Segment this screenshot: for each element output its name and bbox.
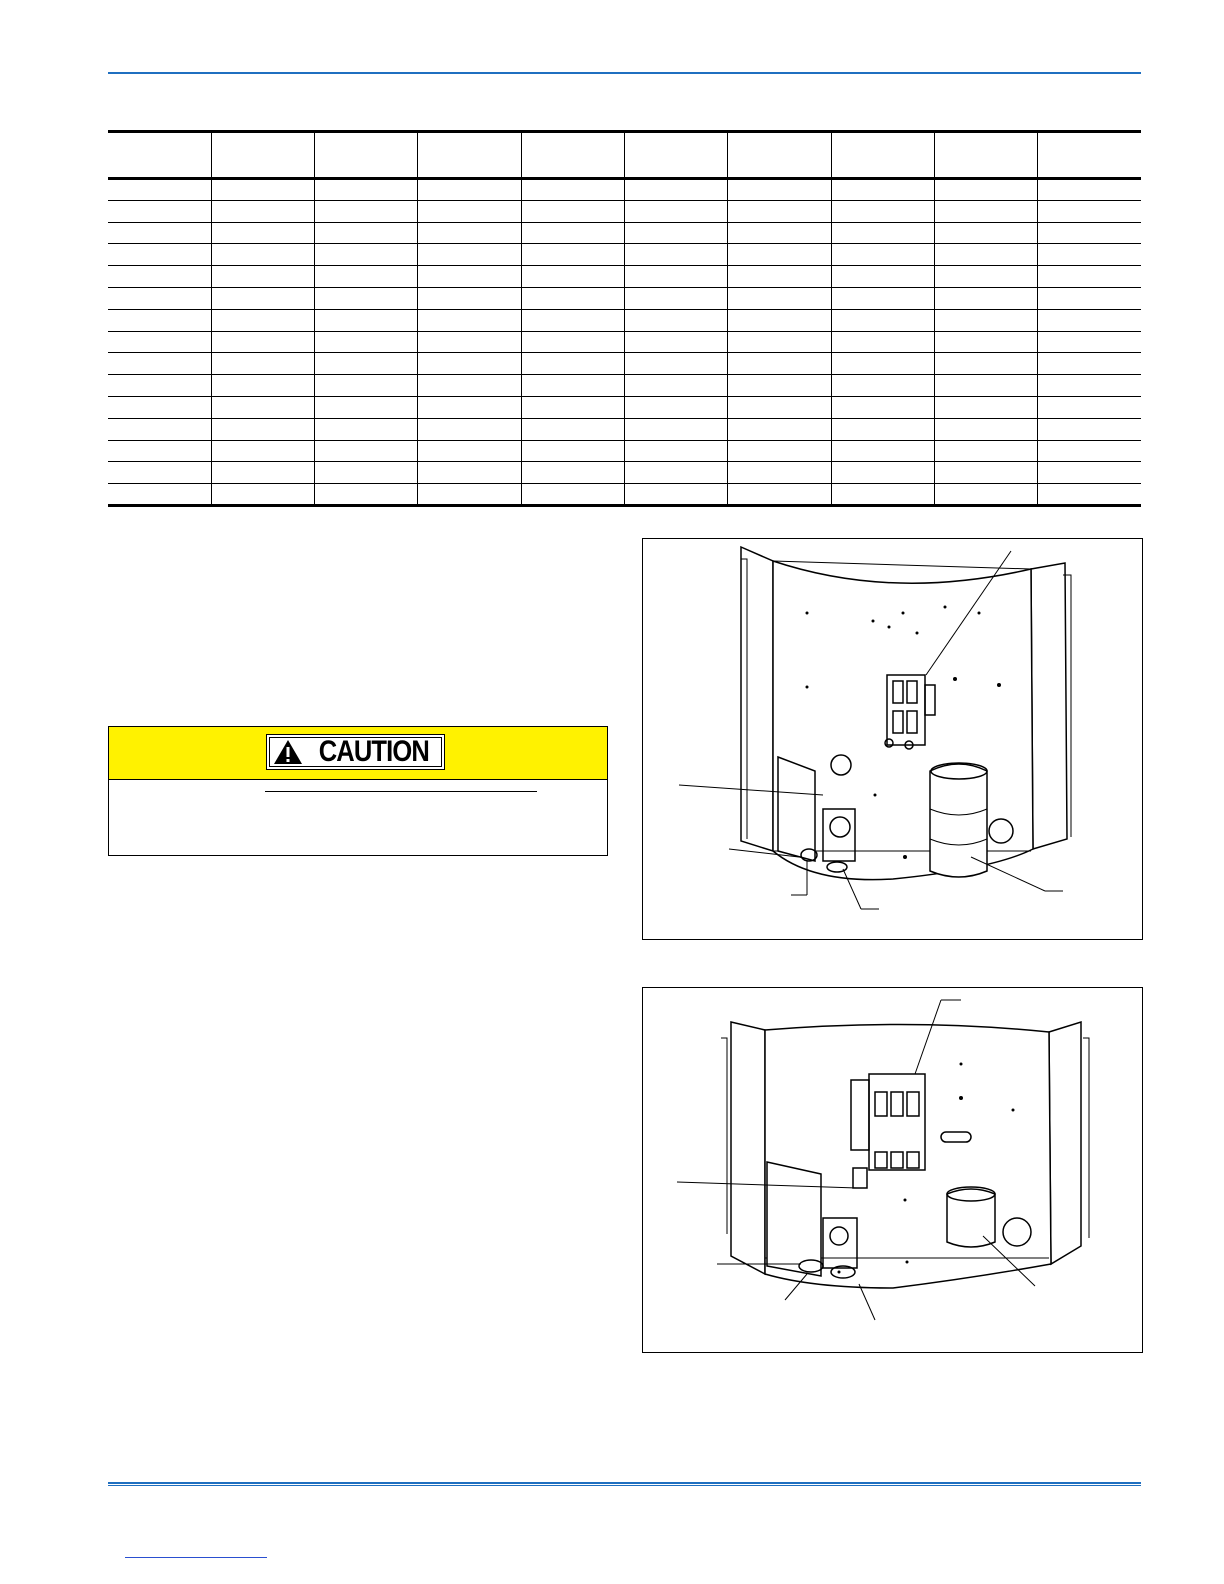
table-cell [728,418,831,440]
warning-triangle-icon [273,739,303,765]
table-header-cell [624,132,727,179]
table-cell [108,266,211,288]
table-header-cell [831,132,934,179]
table-cell [624,244,727,266]
table-cell [521,287,624,309]
table-header-cell [1038,132,1141,179]
table-cell [1038,484,1141,506]
table-row [108,179,1141,201]
table-cell [624,440,727,462]
table-cell [108,484,211,506]
table-cell [521,462,624,484]
caution-title: CAUTION [318,735,429,768]
table-row [108,244,1141,266]
table-cell [521,375,624,397]
table-cell [211,179,314,201]
table-cell [315,396,418,418]
table-cell [521,331,624,353]
table-cell [211,222,314,244]
table-cell [624,353,727,375]
control-box-drawing-1 [643,539,1142,939]
table-header-cell [418,132,521,179]
table-cell [831,418,934,440]
table-cell [831,266,934,288]
table-cell [934,331,1037,353]
table-cell [1038,244,1141,266]
table-cell [934,266,1037,288]
table-cell [108,462,211,484]
table-cell [728,309,831,331]
table-cell [831,287,934,309]
footer-rule [108,1482,1141,1486]
spec-table [108,130,1141,507]
table-cell [521,396,624,418]
table-cell [728,331,831,353]
table-cell [934,179,1037,201]
table-cell [624,179,727,201]
table-row [108,462,1141,484]
table-cell [728,179,831,201]
table-cell [831,179,934,201]
table-cell [211,266,314,288]
table-cell [934,396,1037,418]
table-cell [108,179,211,201]
table-cell [831,309,934,331]
table-cell [108,375,211,397]
table-cell [1038,222,1141,244]
table-cell [728,222,831,244]
table-cell [315,331,418,353]
table-header-cell [211,132,314,179]
table-cell [521,353,624,375]
table-cell [934,418,1037,440]
table-cell [728,244,831,266]
table-row [108,222,1141,244]
table-cell [934,287,1037,309]
table-cell [624,484,727,506]
table-row [108,418,1141,440]
table-cell [211,462,314,484]
table-cell [728,353,831,375]
table-cell [728,287,831,309]
table-cell [934,200,1037,222]
table-cell [521,266,624,288]
table-cell [108,353,211,375]
caution-label [266,734,445,770]
table-cell [418,222,521,244]
control-box-drawing-2 [643,988,1142,1352]
table-cell [728,200,831,222]
table-cell [831,331,934,353]
table-cell [728,396,831,418]
table-cell [624,462,727,484]
table-cell [1038,331,1141,353]
table-cell [831,244,934,266]
table-cell [418,331,521,353]
table-cell [315,179,418,201]
table-cell [211,396,314,418]
table-cell [1038,309,1141,331]
table-cell [1038,353,1141,375]
table-cell [418,266,521,288]
table-cell [521,418,624,440]
table-cell [211,331,314,353]
table-body [108,179,1141,506]
table-cell [934,353,1037,375]
table-cell [1038,287,1141,309]
table-row [108,266,1141,288]
table-cell [934,440,1037,462]
table-cell [831,200,934,222]
table-row [108,440,1141,462]
table-header-cell [521,132,624,179]
table-row [108,331,1141,353]
table-cell [315,266,418,288]
table-cell [315,200,418,222]
table-cell [418,179,521,201]
table-cell [211,375,314,397]
table-cell [211,440,314,462]
table-cell [624,418,727,440]
footer-link-underline [125,1557,267,1558]
table-cell [1038,418,1141,440]
table-cell [211,418,314,440]
table-cell [418,418,521,440]
table-cell [934,309,1037,331]
table-cell [831,375,934,397]
table-header-cell [108,132,211,179]
table-cell [521,244,624,266]
table-row [108,375,1141,397]
table-cell [624,266,727,288]
table-cell [211,353,314,375]
table-cell [315,418,418,440]
table-cell [211,287,314,309]
table-cell [831,222,934,244]
table-cell [315,440,418,462]
table-cell [1038,266,1141,288]
table-cell [624,375,727,397]
table-cell [418,396,521,418]
table-cell [108,418,211,440]
figure-control-box-1 [642,538,1143,940]
caution-box [108,726,608,856]
table-cell [315,375,418,397]
table-cell [521,309,624,331]
table-cell [521,200,624,222]
figure-control-box-2 [642,987,1143,1353]
table-cell [521,484,624,506]
table-cell [315,484,418,506]
table-cell [831,484,934,506]
table-cell [831,462,934,484]
table-cell [315,222,418,244]
table-cell [108,287,211,309]
table-cell [521,222,624,244]
table-cell [521,179,624,201]
table-cell [418,484,521,506]
table-cell [211,309,314,331]
table-cell [108,331,211,353]
table-cell [315,244,418,266]
table-cell [211,244,314,266]
table-cell [418,244,521,266]
table-cell [624,287,727,309]
table-cell [418,353,521,375]
table-cell [624,309,727,331]
table-cell [108,200,211,222]
table-row [108,309,1141,331]
table-cell [418,200,521,222]
table-cell [418,440,521,462]
table-cell [1038,179,1141,201]
table-header-row [108,132,1141,179]
table-cell [108,396,211,418]
table-cell [211,484,314,506]
table-row [108,353,1141,375]
header-rule [108,72,1141,74]
caution-band [109,727,607,780]
table-cell [315,462,418,484]
table-cell [624,331,727,353]
table-cell [934,244,1037,266]
table-row [108,484,1141,506]
table-cell [934,462,1037,484]
table-cell [521,440,624,462]
table-row [108,287,1141,309]
table-cell [728,266,831,288]
table-row [108,396,1141,418]
table-cell [418,462,521,484]
table-header-cell [934,132,1037,179]
table-cell [934,375,1037,397]
table-header-cell [728,132,831,179]
caution-underline [265,791,537,792]
table-cell [831,396,934,418]
table-cell [624,200,727,222]
table-cell [831,440,934,462]
table-cell [624,396,727,418]
table-header-cell [315,132,418,179]
table-cell [108,440,211,462]
table-cell [108,309,211,331]
table-cell [418,375,521,397]
table-cell [831,353,934,375]
table-cell [211,200,314,222]
table-cell [728,375,831,397]
table-cell [728,484,831,506]
table-cell [934,484,1037,506]
table-cell [418,309,521,331]
table-cell [315,309,418,331]
table-cell [1038,200,1141,222]
table-row [108,200,1141,222]
table-cell [418,287,521,309]
table-cell [108,222,211,244]
table-cell [728,462,831,484]
table-cell [1038,462,1141,484]
table-cell [1038,396,1141,418]
table-cell [1038,440,1141,462]
table-cell [1038,375,1141,397]
table-cell [728,440,831,462]
table-cell [624,222,727,244]
table-cell [315,287,418,309]
table-cell [108,244,211,266]
table-cell [934,222,1037,244]
table-cell [315,353,418,375]
